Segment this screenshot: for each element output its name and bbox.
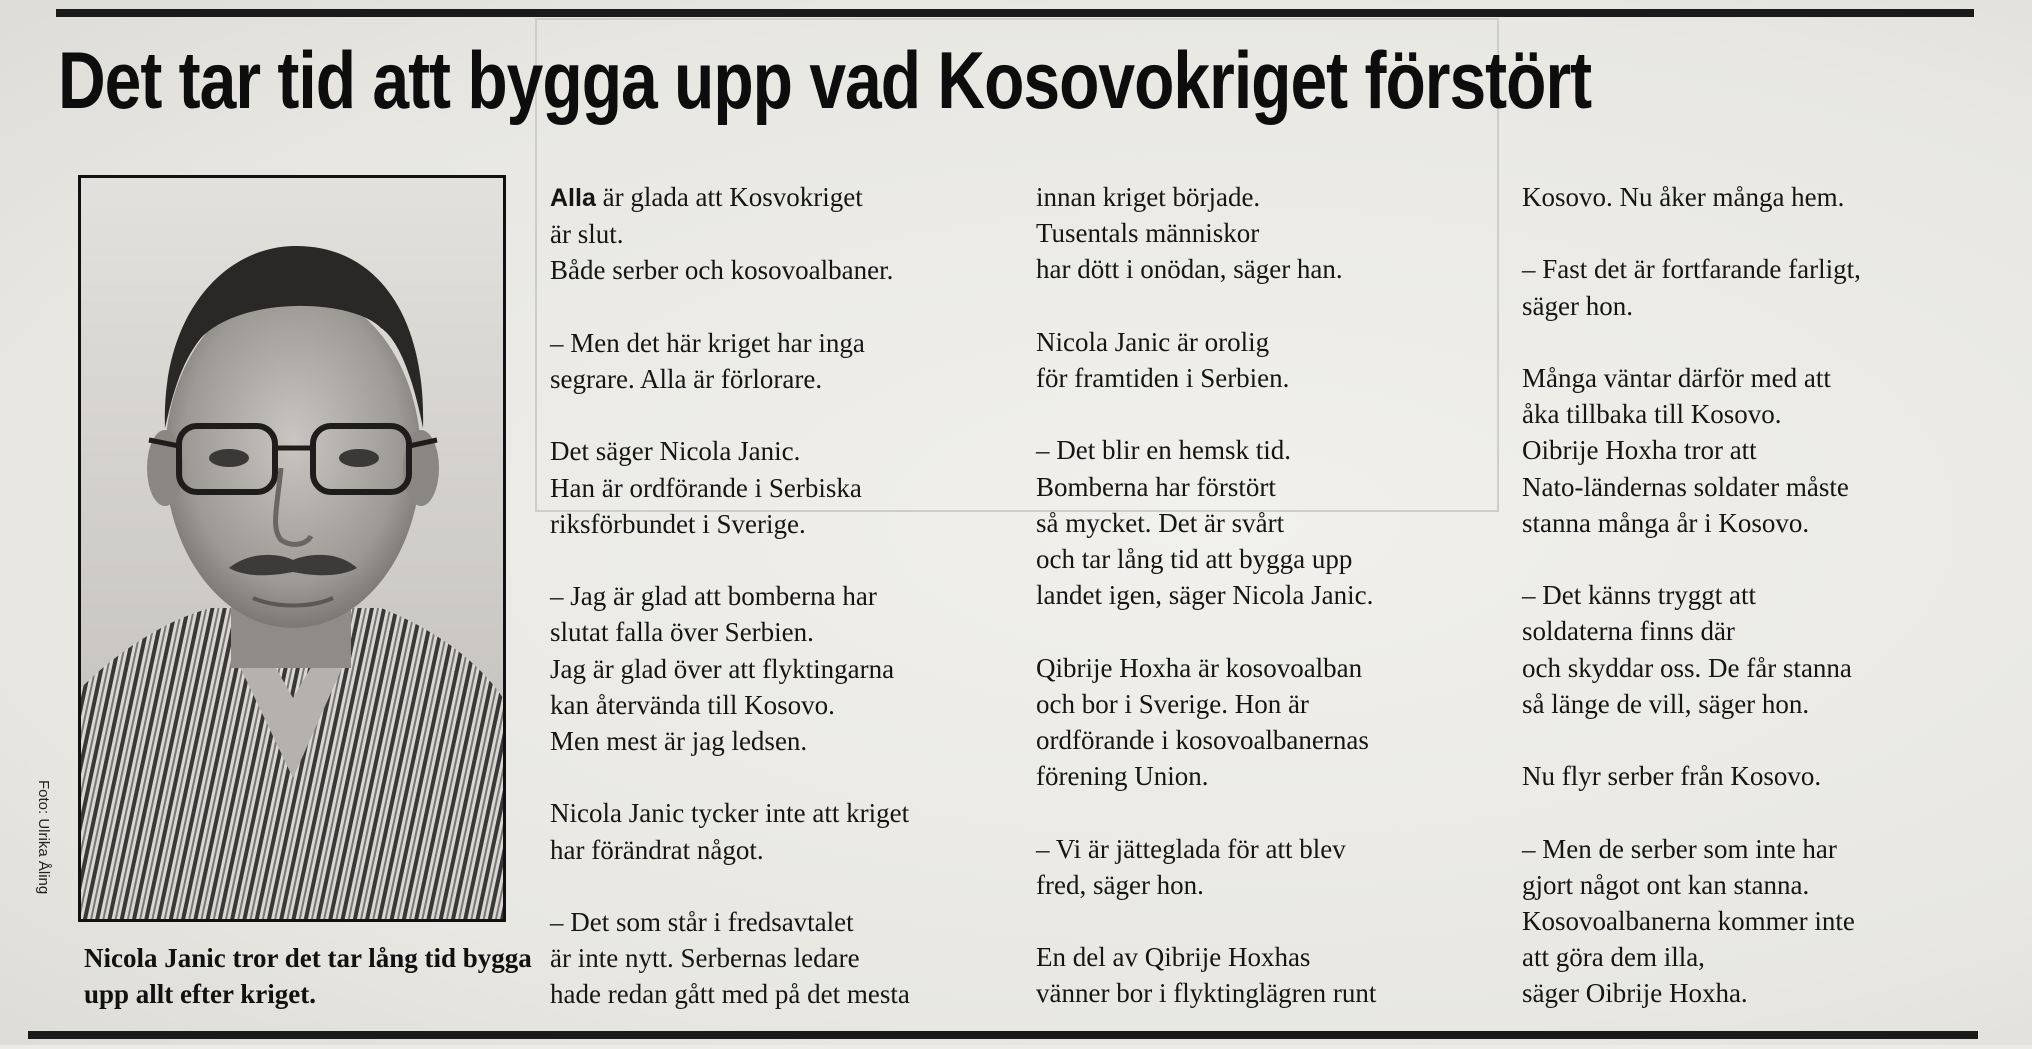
paragraph: – Vi är jätteglada för att blev fred, säger hon. (1036, 833, 1346, 900)
paragraph: Många väntar därför med att åka tillbaka till Kosovo. Oibrije Hoxha tror att Nato-ländernas soldater måste stanna många år i Kosovo. (1522, 362, 1849, 538)
article-column-3 (1522, 179, 1962, 1048)
photo-credit: Foto: Ulrika Åling (35, 780, 52, 895)
paragraph: – Det blir en hemsk tid. Bomberna har förstört så mycket. Det är svårt och tar lång tid att bygga upp landet igen, säger Nicola Janic. (1036, 435, 1374, 611)
paragraph: – Det känns tryggt att soldaterna finns där och skyddar oss. De får stanna så länge de vill, säger hon. (1522, 580, 1852, 719)
paragraph: Det säger Nicola Janic. Han är ordförande i Serbiska riksförbundet i Sverige. (550, 436, 862, 539)
paragraph: – Fast det är fortfarande farligt, säger hon. (1522, 254, 1861, 321)
paragraph: innan kriget började. Tusentals människor har dött i onödan, säger han. (1036, 182, 1343, 285)
lead-word: Alla (550, 184, 596, 212)
article-column-2 (1036, 179, 1506, 1048)
bottom-rule (28, 1031, 1978, 1039)
portrait-photo (78, 175, 506, 922)
paragraph: – Jag är glad att bomberna har slutat falla över Serbien. Jag är glad över att flyktingarna kan återvända till Kosovo. Men mest är jag ledsen. (550, 581, 895, 756)
photo-caption: Nicola Janic tror det tar lång tid bygga upp allt efter kriget. (84, 943, 532, 1009)
paragraph: En del av Qibrije Hoxhas vänner bor i flyktinglägren runt (1036, 942, 1377, 1009)
paragraph: Qibrije Hoxha är kosovoalban och bor i Sverige. Hon är ordförande i kosovoalbanernas förening Union. (1036, 652, 1369, 792)
paragraph: Alla är glada att Kosvokriget är slut. Både serber och kosovoalbaner. (550, 182, 894, 286)
paragraph: Nicola Janic tycker inte att kriget har förändrat något. (550, 798, 910, 865)
top-rule (56, 9, 1974, 17)
article-column-1 (550, 179, 1020, 1049)
paragraph: – Men det här kriget har inga segrare. Alla är förlorare. (550, 327, 865, 394)
paragraph: Nicola Janic är orolig för framtiden i Serbien. (1036, 326, 1290, 393)
paragraph: Kosovo. Nu åker många hem. (1522, 182, 1845, 212)
portrait-illustration (81, 178, 503, 919)
paragraph: Nu flyr serber från Kosovo. (1522, 761, 1822, 792)
paragraph: – Men de serber som inte har gjort något ont kan stanna. Kosovoalbanerna kommer inte att göra dem illa, säger Oibrije Hoxha. (1522, 833, 1855, 1009)
headline: Det tar tid att bygga upp vad Kosovokriget förstört (58, 34, 1592, 126)
paragraph: – Det som står i fredsavtalet är inte nytt. Serbernas ledare hade redan gått med på det mesta (550, 906, 910, 1010)
